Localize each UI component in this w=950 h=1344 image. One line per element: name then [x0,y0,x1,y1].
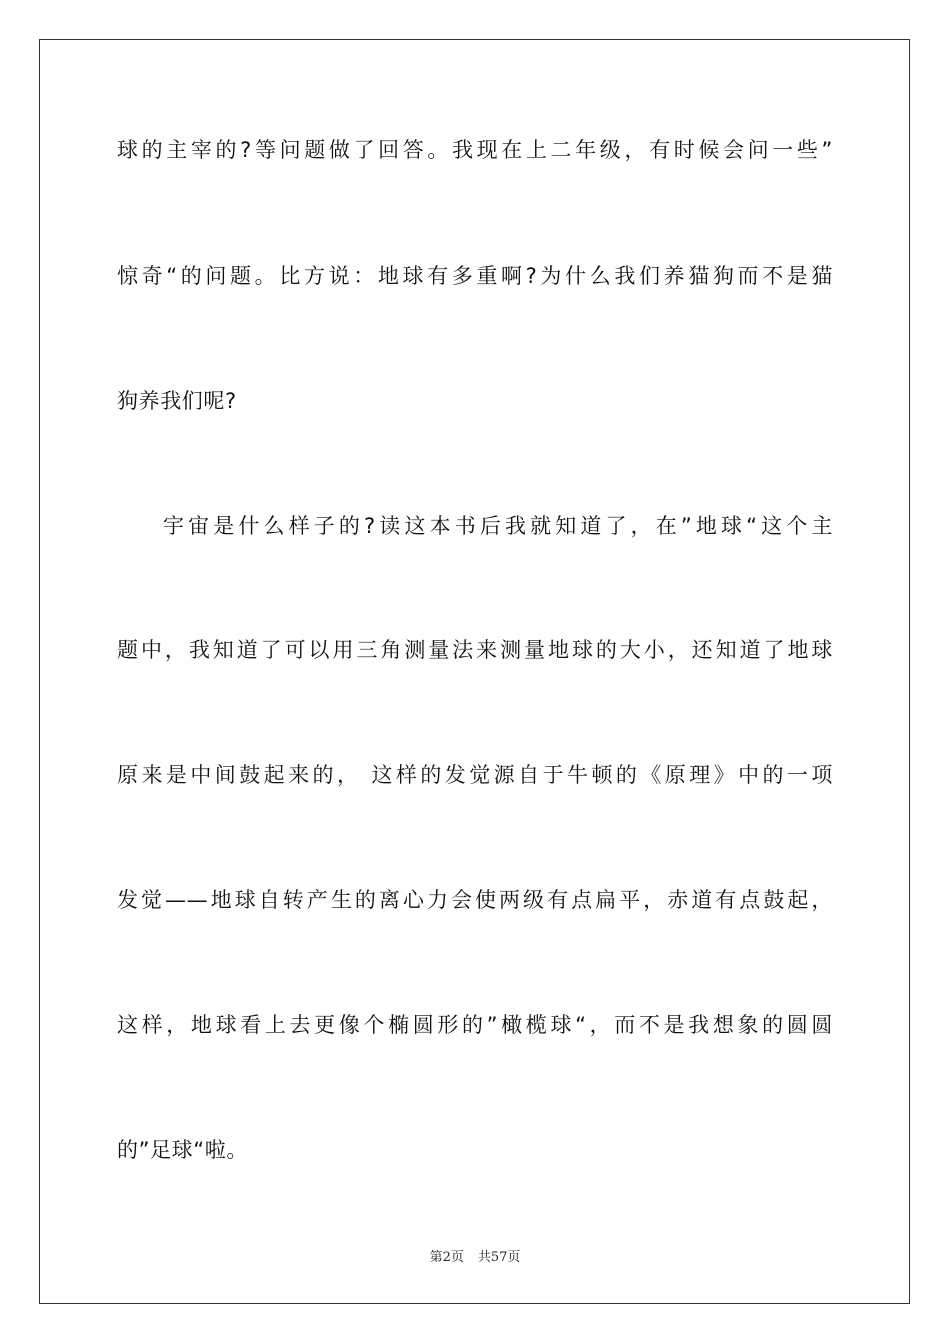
page-border [39,39,910,1304]
text-line: 狗养我们呢? [117,389,237,413]
text-line: 发觉——地球自转产生的离心力会使两级有点扁平，赤道有点鼓起， [117,888,833,912]
text-line: 原来是中间鼓起来的， 这样的发觉源自于牛顿的《原理》中的一项 [117,763,833,787]
text-line: 球的主宰的?等问题做了回答。我现在上二年级，有时候会问一些” [117,138,833,162]
text-line: 这样，地球看上去更像个椭圆形的”橄榄球“，而不是我想象的圆圆 [117,1013,833,1037]
text-line: 惊奇“的问题。比方说：地球有多重啊?为什么我们养猫狗而不是猫 [117,264,833,288]
page-total: 共57页 [477,1250,521,1265]
page-number: 第2页 [429,1250,464,1265]
page-footer [0,1246,950,1265]
text-line: 的”足球“啦。 [117,1138,248,1162]
text-line-indented: 宇宙是什么样子的?读这本书后我就知道了，在”地球“这个主 [163,514,833,538]
text-line: 题中，我知道了可以用三角测量法来测量地球的大小，还知道了地球 [117,638,833,662]
